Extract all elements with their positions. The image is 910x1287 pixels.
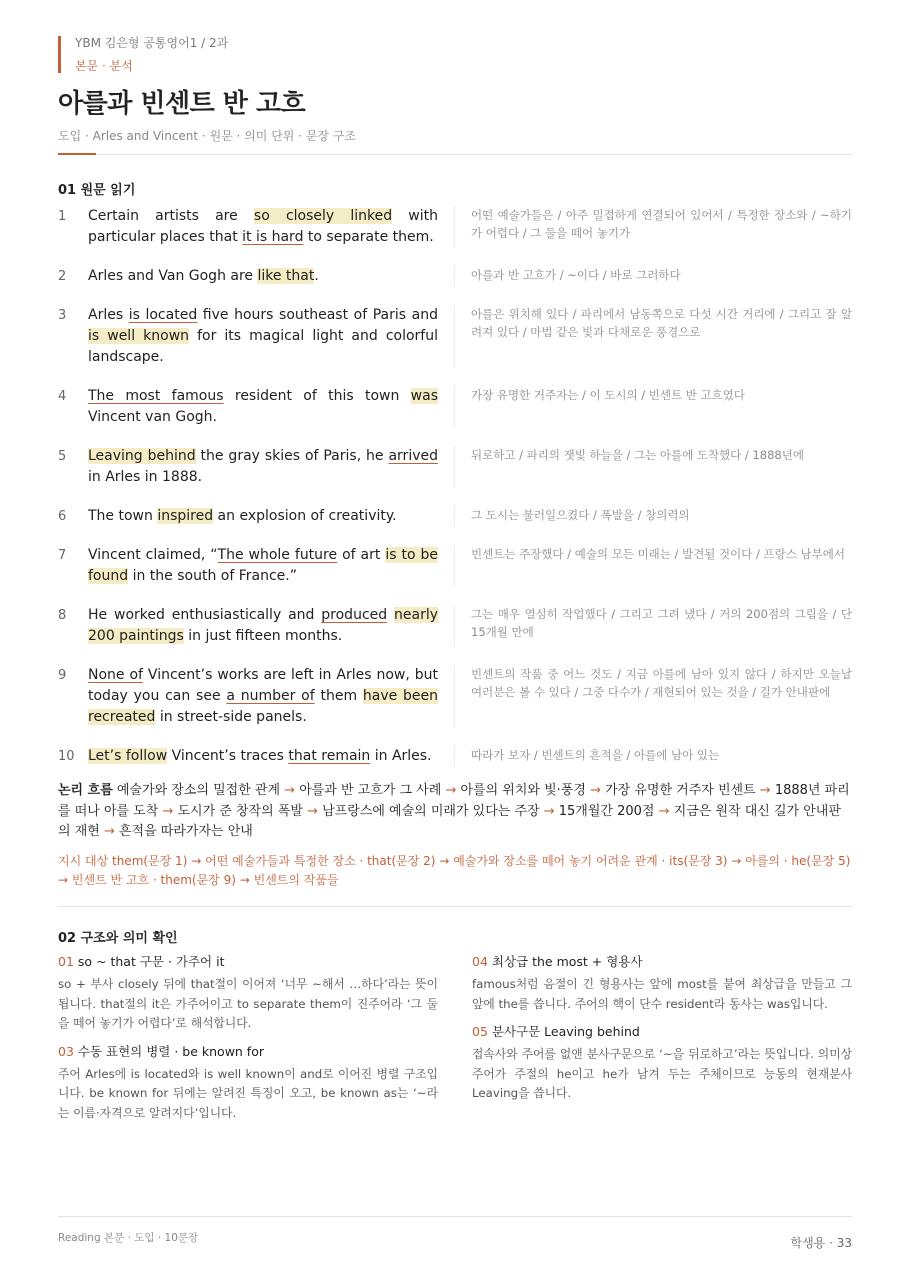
note-title bbox=[58, 954, 438, 970]
sentence-text: Certain artists are bbox=[88, 208, 254, 224]
column-divider bbox=[438, 266, 455, 287]
sentence-text: with particular places that bbox=[88, 208, 438, 245]
arrow-icon: → bbox=[103, 824, 115, 839]
sentence-row bbox=[58, 545, 852, 605]
reference-item: 빈센트의 작품들 bbox=[253, 873, 339, 887]
sentence-row bbox=[58, 446, 852, 506]
page-header bbox=[58, 36, 852, 155]
highlighted-phrase: Let’s follow bbox=[88, 748, 168, 764]
note-title bbox=[472, 954, 852, 970]
column-divider bbox=[438, 206, 455, 248]
arrow-icon: → bbox=[162, 803, 174, 819]
sentence-text: Arles and Van Gogh are bbox=[88, 268, 258, 284]
sentence-text: in street-side panels. bbox=[155, 709, 307, 725]
arrow-icon: → bbox=[239, 873, 250, 887]
sentence-text: The town bbox=[88, 508, 158, 524]
section-label: 본문 · 분석 bbox=[75, 59, 133, 73]
highlighted-phrase: have been recreated bbox=[88, 688, 439, 725]
course-label: YBM 김은형 공통영어1 / 2과 bbox=[75, 36, 229, 50]
grammar-note bbox=[58, 1044, 438, 1124]
column-divider bbox=[438, 545, 455, 587]
sentence-english bbox=[88, 266, 438, 287]
note-number: 03 bbox=[58, 1043, 74, 1059]
sentence-text: in just fifteen months. bbox=[183, 628, 343, 644]
sentence-row bbox=[58, 266, 852, 305]
arrow-icon: → bbox=[658, 803, 670, 819]
reference-item: 예술가와 장소를 떼어 놓기 어려운 관계 · its(문장 3) bbox=[453, 854, 728, 868]
title-accent-bar bbox=[58, 153, 96, 155]
column-divider bbox=[438, 386, 455, 428]
sentence-korean: 아를은 위치해 있다 / 파리에서 남동쪽으로 다섯 시간 거리에 / 그리고 잘 알려져 있다 / 마법 같은 빛과 다채로운 풍경으로 bbox=[471, 307, 852, 339]
note-body: so + 부사 closely 뒤에 that절이 이어져 ‘너무 ~해서 …하다’라는 뜻이 됩니다. that절의 it은 가주어이고 to separate them이 진주어라 ‘그 둘을 떼어 놓기가 어렵다’로 해석합니다. bbox=[58, 977, 438, 1030]
page-title: 아를과 빈센트 반 고흐 bbox=[58, 89, 306, 119]
highlighted-phrase: nearly 200 paintings bbox=[88, 607, 438, 644]
highlighted-phrase: Leaving behind bbox=[88, 448, 196, 464]
sentence-text: Vincent’s works are left in Arles now, but today you can see bbox=[88, 667, 438, 704]
column-divider bbox=[438, 446, 455, 488]
note-title-text: so ~ that 구문 · 가주어 it bbox=[77, 954, 225, 969]
sentence-list bbox=[58, 206, 852, 767]
sentence-row bbox=[58, 746, 852, 767]
logic-flow-label: 논리 흐름 bbox=[58, 783, 113, 798]
sentence-text: five hours southeast of Paris and bbox=[197, 307, 438, 323]
reference-item: 지시 대상 them(문장 1) bbox=[58, 854, 188, 868]
sentence-korean: 그 도시는 불러일으켰다 / 폭발을 / 창의력의 bbox=[471, 508, 690, 522]
sentence-text: resident of this town bbox=[223, 388, 411, 404]
sentence-english bbox=[88, 746, 438, 767]
column-divider bbox=[438, 605, 455, 647]
logic-step: 1888년 파리를 떠나 아를 도착 bbox=[58, 783, 850, 819]
arrow-icon: → bbox=[307, 803, 318, 819]
sentence-number: 2 bbox=[58, 269, 67, 284]
sentence-text: . bbox=[314, 268, 319, 284]
notes-column-right bbox=[472, 954, 852, 1104]
sentence-korean: 그는 매우 열심히 작업했다 / 그리고 그려 냈다 / 거의 200점의 그림을 / 단 15개월 만에 bbox=[471, 607, 852, 639]
arrow-icon: → bbox=[590, 783, 601, 798]
sentence-row bbox=[58, 305, 852, 386]
sentence-english bbox=[88, 386, 438, 428]
highlighted-phrase: inspired bbox=[157, 508, 214, 524]
arrow-icon: → bbox=[439, 854, 450, 868]
sentence-number: 10 bbox=[58, 749, 75, 764]
sentence-text: Vincent claimed, “ bbox=[88, 547, 218, 563]
sentence-english bbox=[88, 605, 438, 647]
column-divider bbox=[438, 665, 455, 728]
arrow-icon: → bbox=[731, 854, 742, 868]
sentence-text: in the south of France.” bbox=[128, 568, 297, 584]
underlined-phrase: is located bbox=[128, 307, 198, 323]
arrow-icon: → bbox=[191, 854, 202, 868]
sentence-english bbox=[88, 545, 438, 587]
sentence-korean: 뒤로하고 / 파리의 잿빛 하늘을 / 그는 아를에 도착했다 / 1888년에 bbox=[471, 448, 804, 462]
notes-column-left bbox=[58, 954, 438, 1123]
sentence-row bbox=[58, 605, 852, 665]
note-title bbox=[472, 1024, 852, 1040]
underlined-phrase: it is hard bbox=[242, 229, 304, 245]
sentence-row bbox=[58, 665, 852, 746]
note-number: 05 bbox=[472, 1024, 488, 1039]
note-number: 04 bbox=[472, 954, 488, 969]
sentence-text: Vincent’s traces bbox=[167, 748, 289, 764]
column-divider bbox=[438, 746, 455, 767]
logic-step: 15개월간 200점 bbox=[558, 803, 655, 819]
note-body: 접속사와 주어를 없앤 분사구문으로 ‘~을 뒤로하고’라는 뜻입니다. 의미상 주어가 주절의 he이고 he가 남겨 두는 주체이므로 능동의 현재분사 Leaving을 씁니다. bbox=[472, 1047, 852, 1100]
logic-step: 가장 유명한 거주자 빈센트 bbox=[605, 783, 756, 798]
sentence-text: Vincent van Gogh. bbox=[88, 409, 217, 425]
grammar-note bbox=[472, 954, 852, 1014]
sentence-text: for its magical light and colorful landscape. bbox=[88, 328, 438, 365]
sentence-english bbox=[88, 446, 438, 488]
page-subtitle: 도입 · Arles and Vincent · 원문 · 의미 단위 · 문장 구조 bbox=[58, 129, 356, 143]
note-body: 주어 Arles에 is located와 is well known이 and로 이어진 병렬 구조입니다. be known for 뒤에는 알려진 특징이 오고, be known as는 ‘~라는 이름·자격으로 알려지다’입니다. bbox=[58, 1066, 438, 1120]
arrow-icon: → bbox=[58, 873, 69, 887]
highlighted-phrase: is well known bbox=[88, 328, 190, 344]
logic-step: 아를의 위치와 빛·풍경 bbox=[460, 783, 586, 798]
section-heading-structure: 02 구조와 의미 확인 bbox=[58, 931, 178, 946]
sentence-number: 4 bbox=[58, 389, 67, 404]
section-heading-original-text: 01 원문 읽기 bbox=[58, 183, 136, 198]
sentence-text: Arles bbox=[88, 307, 129, 323]
logic-step: 아를과 반 고흐가 그 사례 bbox=[299, 783, 442, 798]
sentence-number: 6 bbox=[58, 509, 67, 524]
underlined-phrase: a number of bbox=[226, 688, 315, 704]
sentence-text: of art bbox=[337, 547, 386, 563]
footer-divider bbox=[58, 1216, 852, 1217]
sentence-number: 7 bbox=[58, 548, 67, 563]
footer-left-label: Reading 본문 · 도입 · 10문장 bbox=[58, 1232, 199, 1244]
sentence-number: 5 bbox=[58, 449, 67, 464]
header-tag bbox=[58, 36, 852, 73]
underlined-phrase: None of bbox=[88, 667, 143, 683]
sentence-text: the gray skies of Paris, he bbox=[195, 448, 389, 464]
sentence-korean: 빈센트는 주장했다 / 예술의 모든 미래는 / 발견될 것이다 / 프랑스 남부에서 bbox=[471, 547, 845, 561]
sentence-number: 9 bbox=[58, 668, 67, 683]
highlighted-phrase: so closely linked bbox=[253, 208, 393, 224]
sentence-row bbox=[58, 506, 852, 545]
logic-flow bbox=[58, 781, 852, 843]
arrow-icon: → bbox=[759, 783, 771, 798]
grammar-note bbox=[58, 954, 438, 1034]
note-body: famous처럼 음절이 긴 형용사는 앞에 most를 붙여 최상급을 만들고 그 앞에 the를 씁니다. 주어의 핵이 단수 resident라 동사는 was입니다. bbox=[472, 977, 852, 1011]
title-divider bbox=[58, 154, 852, 155]
note-title-text: 분사구문 Leaving behind bbox=[491, 1024, 640, 1039]
sentence-english bbox=[88, 506, 438, 527]
logic-step: 지금은 원작 대신 길가 안내판의 재현 bbox=[58, 803, 841, 839]
highlighted-phrase: was bbox=[410, 388, 438, 404]
underlined-phrase: that remain bbox=[288, 748, 371, 764]
sentence-english bbox=[88, 665, 438, 728]
sentence-english bbox=[88, 305, 438, 368]
sentence-number: 3 bbox=[58, 308, 67, 323]
logic-step: 남프랑스에 예술의 미래가 있다는 주장 bbox=[322, 803, 540, 819]
underlined-phrase: arrived bbox=[388, 448, 438, 464]
sentence-row bbox=[58, 386, 852, 446]
note-title bbox=[58, 1044, 438, 1060]
note-title-text: 최상급 the most + 형용사 bbox=[491, 954, 643, 969]
logic-flow-steps bbox=[58, 783, 850, 839]
reference-item: 아를의 · he(문장 5) bbox=[745, 854, 851, 868]
column-divider bbox=[438, 506, 455, 527]
sentence-korean: 빈센트의 작품 중 어느 것도 / 지금 아를에 남아 있지 않다 / 하지만 오늘날 여러분은 볼 수 있다 / 그중 다수가 / 재현되어 있는 것을 / 길가 안내판에 bbox=[471, 667, 852, 699]
sentence-korean: 따라가 보자 / 빈센트의 흔적을 / 아를에 남아 있는 bbox=[471, 748, 720, 762]
sentence-english bbox=[88, 206, 438, 248]
highlighted-phrase: is to be found bbox=[88, 547, 439, 584]
logic-step: 도시가 준 창작의 폭발 bbox=[177, 803, 303, 819]
sentence-text: in Arles. bbox=[370, 748, 432, 764]
arrow-icon: → bbox=[543, 803, 555, 819]
sentence-text bbox=[387, 607, 394, 623]
sentence-korean: 어떤 예술가들은 / 아주 밀접하게 연결되어 있어서 / 특정한 장소와 / ~하기가 어렵다 / 그 둘을 떼어 놓기가 bbox=[471, 208, 852, 240]
sentence-korean: 가장 유명한 거주자는 / 이 도시의 / 빈센트 반 고흐였다 bbox=[471, 388, 745, 402]
note-number: 01 bbox=[58, 954, 74, 969]
reference-chain bbox=[58, 852, 852, 890]
underlined-phrase: The most famous bbox=[88, 388, 224, 404]
sentence-number: 1 bbox=[58, 209, 67, 224]
sentence-text: an explosion of creativity. bbox=[213, 508, 397, 524]
sentence-text: He worked enthusiastically and bbox=[88, 607, 322, 623]
sentence-text: them bbox=[314, 688, 363, 704]
note-title-text: 수동 표현의 병렬 · be known for bbox=[77, 1043, 264, 1059]
logic-step: 흔적을 따라가자는 안내 bbox=[119, 824, 253, 839]
sentence-text: to separate them. bbox=[303, 229, 434, 245]
sentence-text: in Arles in 1888. bbox=[88, 469, 203, 485]
sentence-number: 8 bbox=[58, 608, 67, 623]
reference-item: 빈센트 반 고흐 · them(문장 9) bbox=[71, 873, 236, 887]
grammar-note bbox=[472, 1024, 852, 1104]
arrow-icon: → bbox=[445, 783, 457, 798]
sentence-row bbox=[58, 206, 852, 266]
highlighted-phrase: like that bbox=[257, 268, 315, 284]
arrow-icon: → bbox=[284, 783, 296, 798]
underlined-phrase: produced bbox=[321, 607, 388, 623]
sentence-korean: 아를과 반 고흐가 / ~이다 / 바로 그러하다 bbox=[471, 268, 681, 282]
reference-item: 어떤 예술가들과 특정한 장소 · that(문장 2) bbox=[205, 854, 436, 868]
column-divider bbox=[438, 305, 455, 368]
section-divider bbox=[58, 906, 852, 907]
footer-page-number: 학생용 · 33 bbox=[790, 1236, 852, 1250]
logic-step: 예술가와 장소의 밀접한 관계 bbox=[116, 783, 280, 798]
underlined-phrase: The whole future bbox=[217, 547, 338, 563]
